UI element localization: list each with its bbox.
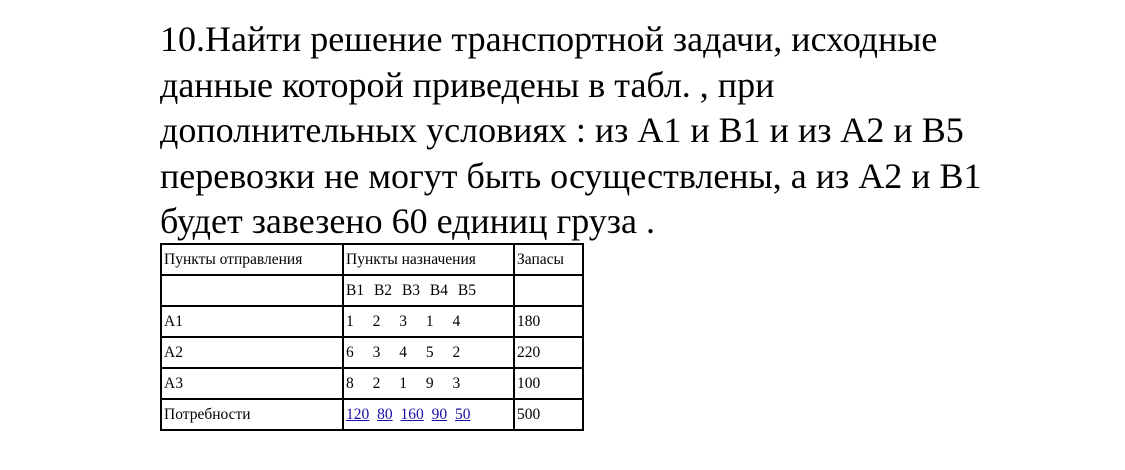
table-row (161, 368, 583, 399)
header-destinations: Пункты назначения (343, 244, 514, 275)
cost-value: 4 (452, 312, 461, 330)
cost-value: 1 (425, 312, 434, 330)
cost-value: 2 (452, 343, 461, 361)
problem-line: данные которой приведены в табл. , при (160, 64, 775, 105)
cost-value: 3 (399, 312, 407, 330)
cost-value: 3 (452, 374, 461, 392)
cost-value: 8 (346, 374, 354, 392)
cost-value: 5 (425, 343, 434, 361)
demand-label: Потребности (161, 399, 343, 430)
cost-cell (343, 337, 514, 368)
cost-value: 2 (372, 374, 381, 392)
destination-label: B5 (457, 281, 476, 299)
problem-line: будет завезено 60 единиц груза . (160, 201, 655, 241)
destination-label: B1 (346, 281, 365, 299)
cost-value: 2 (372, 312, 381, 330)
empty-cell (514, 275, 583, 306)
origin-cell: A1 (161, 306, 343, 337)
cost-cell (343, 368, 514, 399)
problem-line: перевозки не могут быть осуществлены, а из А2 и В1 (160, 155, 982, 196)
header-supply: Запасы (514, 244, 583, 275)
supply-cell: 180 (514, 306, 583, 337)
cost-value: 1 (399, 374, 407, 392)
supply-cell: 100 (514, 368, 583, 399)
cost-value: 1 (346, 312, 354, 330)
total-cell: 500 (514, 399, 583, 430)
cost-value: 9 (425, 374, 434, 392)
problem-line: дополнительных условиях : из А1 и В1 и из А2 и В5 (160, 110, 964, 150)
cost-value: 6 (346, 343, 354, 361)
transport-table (160, 243, 584, 431)
demand-link[interactable]: 90 (431, 405, 448, 423)
cost-value: 4 (399, 343, 407, 361)
cost-value: 3 (372, 343, 381, 361)
destination-label: B3 (401, 281, 421, 299)
origin-cell: A3 (161, 368, 343, 399)
demand-link[interactable]: 50 (455, 405, 471, 423)
demand-link[interactable]: 120 (346, 405, 370, 423)
demand-link[interactable]: 160 (400, 405, 424, 423)
supply-cell: 220 (514, 337, 583, 368)
table-header-row (161, 244, 583, 275)
table-row (161, 306, 583, 337)
demand-link[interactable]: 80 (377, 405, 393, 423)
demand-cell (343, 399, 514, 430)
empty-cell (161, 275, 343, 306)
origin-cell: A2 (161, 337, 343, 368)
table-row (161, 337, 583, 368)
demand-row (161, 399, 583, 430)
table-subheader-row (161, 275, 583, 306)
header-origins: Пункты отправления (161, 244, 343, 275)
problem-statement (160, 17, 1060, 245)
destination-labels-cell (343, 275, 514, 306)
problem-line: 10.Найти решение транспортной задачи, исходные (160, 19, 938, 59)
cost-cell (343, 306, 514, 337)
destination-label: B4 (429, 281, 448, 299)
destination-label: B2 (373, 281, 393, 299)
